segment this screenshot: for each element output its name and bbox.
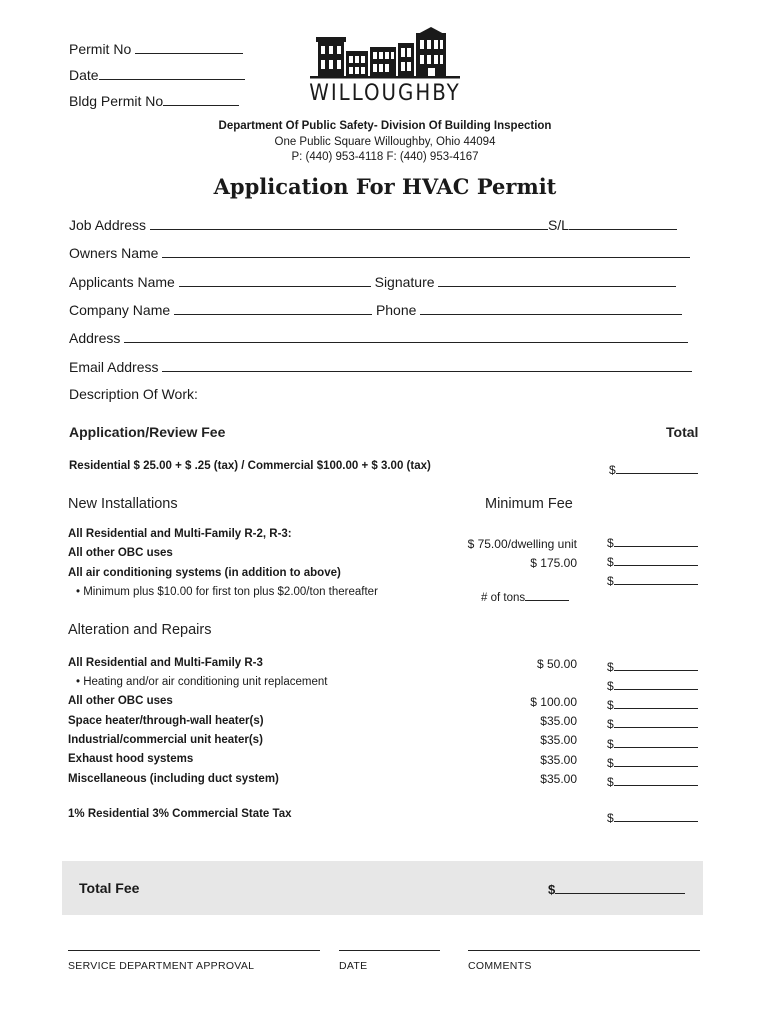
address-field[interactable] <box>69 329 688 346</box>
owners-name-line <box>162 244 690 258</box>
email-field[interactable] <box>69 358 692 375</box>
job-address-label: Job Address <box>69 217 147 233</box>
permit-no-label: Permit No <box>69 41 132 57</box>
alteration-total-5[interactable] <box>607 734 698 751</box>
alteration-row: All other OBC uses <box>68 695 173 707</box>
phone-label: Phone <box>375 302 417 318</box>
amount-line <box>614 657 698 671</box>
job-address-field[interactable] <box>69 216 677 233</box>
company-name-field[interactable] <box>69 301 682 318</box>
applicants-name-label: Applicants Name <box>69 274 175 290</box>
dollar-sign: $ <box>607 737 614 751</box>
amount-line <box>614 753 698 767</box>
new-installations-heading: New Installations <box>68 496 178 512</box>
address-label: Address <box>69 330 121 346</box>
applicants-name-line <box>179 273 371 287</box>
new-install-row-minimum: • Minimum plus $10.00 for first ton plus $2.00/ton thereafter <box>76 586 378 598</box>
new-install-row-residential: All Residential and Multi-Family R-2, R-3: <box>68 528 292 540</box>
amount-line <box>614 676 698 690</box>
minimum-fee-label: Minimum Fee <box>485 496 573 512</box>
fee-other-obc: $ 175.00 <box>530 556 577 570</box>
company-name-label: Company Name <box>69 302 171 318</box>
applicants-name-field[interactable] <box>69 273 676 290</box>
date-label: Date <box>69 67 99 83</box>
date-signoff-label: DATE <box>339 960 368 972</box>
amount-line <box>614 808 698 822</box>
service-approval-line[interactable] <box>68 950 320 951</box>
department-address: One Public Square Willoughby, Ohio 44094 <box>274 136 496 148</box>
tons-field[interactable] <box>481 587 569 604</box>
amount-line <box>616 460 698 474</box>
dollar-sign: $ <box>607 775 614 789</box>
alteration-total-3[interactable] <box>607 695 698 712</box>
new-install-total-1[interactable] <box>607 533 698 550</box>
signature-line <box>438 273 676 287</box>
bldg-permit-no-field[interactable] <box>69 92 239 109</box>
new-install-total-3[interactable] <box>607 571 698 588</box>
alteration-fee: $35.00 <box>540 753 577 767</box>
company-name-line <box>174 301 372 315</box>
alteration-total-1[interactable] <box>607 657 698 674</box>
new-install-row-air-conditioning: All air conditioning systems (in addition to above) <box>68 567 341 579</box>
comments-label: COMMENTS <box>468 960 532 972</box>
sl-label: S/L <box>547 217 569 233</box>
new-install-row-other-obc: All other OBC uses <box>68 547 173 559</box>
dollar-sign: $ <box>607 698 614 712</box>
state-tax-line: 1% Residential 3% Commercial State Tax <box>68 808 292 820</box>
new-install-total-2[interactable] <box>607 552 698 569</box>
dollar-sign: $ <box>607 756 614 770</box>
phone-line <box>420 301 682 315</box>
total-fee-label: Total Fee <box>79 880 140 896</box>
alteration-total-6[interactable] <box>607 753 698 770</box>
alteration-fee: $ 50.00 <box>536 657 577 671</box>
dollar-sign: $ <box>607 717 614 731</box>
alteration-fee: $35.00 <box>540 733 577 747</box>
signature-label: Signature <box>374 274 435 290</box>
review-fee-total[interactable] <box>609 460 698 477</box>
review-fee-line: Residential $ 25.00 + $ .25 (tax) / Commercial $100.00 + $ 3.00 (tax) <box>69 460 431 472</box>
date-line <box>99 66 245 80</box>
alteration-row: Miscellaneous (including duct system) <box>68 773 279 785</box>
address-line <box>124 329 688 343</box>
amount-line <box>614 695 698 709</box>
comments-line[interactable] <box>468 950 700 951</box>
amount-line <box>614 571 698 585</box>
alteration-fee: $35.00 <box>540 714 577 728</box>
email-label: Email Address <box>69 359 159 375</box>
fee-dwelling-unit: $ 75.00/dwelling unit <box>467 537 577 551</box>
total-column-label: Total <box>666 424 699 440</box>
bldg-permit-no-label: Bldg Permit No <box>69 93 164 109</box>
dollar-sign: $ <box>607 811 614 825</box>
owners-name-label: Owners Name <box>69 245 159 261</box>
amount-line <box>614 772 698 786</box>
dollar-sign: $ <box>607 555 614 569</box>
alteration-total-4[interactable] <box>607 714 698 731</box>
amount-line <box>614 714 698 728</box>
amount-line <box>614 734 698 748</box>
alteration-fee: $35.00 <box>540 772 577 786</box>
state-tax-total[interactable] <box>607 808 698 825</box>
dollar-sign: $ <box>607 660 614 674</box>
amount-line <box>614 533 698 547</box>
amount-line <box>555 880 685 894</box>
building-skyline-icon <box>308 27 462 83</box>
dollar-sign: $ <box>609 463 616 477</box>
alteration-row: Space heater/through-wall heater(s) <box>68 715 264 727</box>
amount-line <box>614 552 698 566</box>
review-fee-heading: Application/Review Fee <box>69 424 226 440</box>
alteration-row: • Heating and/or air conditioning unit replacement <box>76 676 328 688</box>
permit-no-line <box>135 40 243 54</box>
description-label: Description Of Work: <box>69 386 198 402</box>
bldg-permit-no-line <box>163 92 239 106</box>
dollar-sign: $ <box>548 882 556 897</box>
alteration-total-2[interactable] <box>607 676 698 693</box>
tons-label: # of tons <box>481 592 526 604</box>
job-address-line <box>150 216 548 230</box>
dollar-sign: $ <box>607 536 614 550</box>
service-approval-label: SERVICE DEPARTMENT APPROVAL <box>68 960 255 972</box>
logo-text: WILLOUGHBY <box>309 81 461 106</box>
department-phone: P: (440) 953-4118 F: (440) 953-4167 <box>291 151 479 163</box>
page-title: Application For HVAC Permit <box>213 174 557 199</box>
alteration-heading: Alteration and Repairs <box>68 622 212 638</box>
alteration-row: Industrial/commercial unit heater(s) <box>68 734 263 746</box>
willoughby-logo <box>308 27 462 109</box>
alteration-row: All Residential and Multi-Family R-3 <box>68 657 263 669</box>
permit-no-field[interactable] <box>69 40 243 57</box>
date-field[interactable] <box>69 66 245 83</box>
owners-name-field[interactable] <box>69 244 690 261</box>
alteration-fee: $ 100.00 <box>530 695 577 709</box>
date-signoff-line[interactable] <box>339 950 440 951</box>
tons-line <box>525 587 569 601</box>
email-line <box>162 358 692 372</box>
total-fee-amount[interactable] <box>548 880 685 897</box>
sl-line <box>569 216 677 230</box>
alteration-row: Exhaust hood systems <box>68 753 194 765</box>
department-name: Department Of Public Safety- Division Of Building Inspection <box>218 120 552 132</box>
dollar-sign: $ <box>607 574 614 588</box>
dollar-sign: $ <box>607 679 614 693</box>
alteration-total-7[interactable] <box>607 772 698 789</box>
